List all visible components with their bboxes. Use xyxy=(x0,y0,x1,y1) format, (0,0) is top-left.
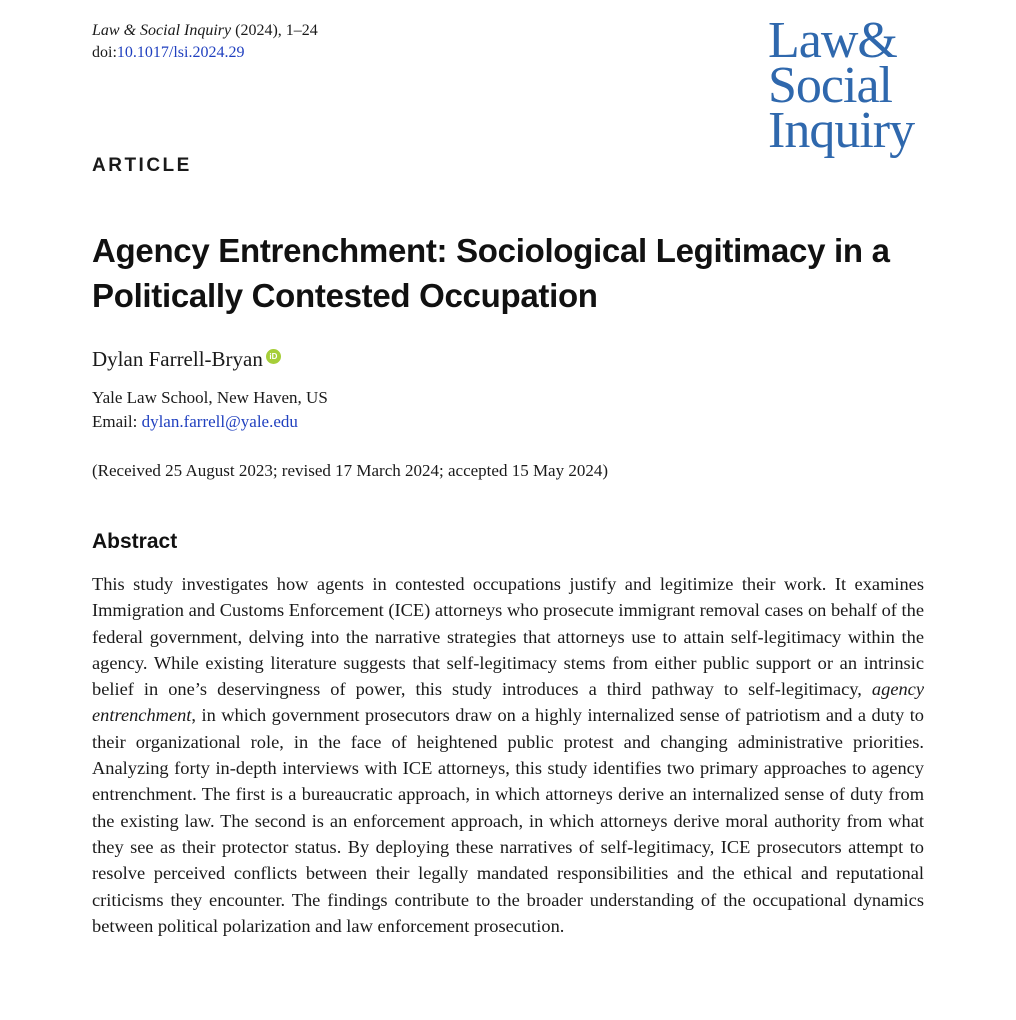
orcid-icon[interactable]: iD xyxy=(266,349,281,364)
author-line xyxy=(92,346,281,372)
abstract-emphasis: agency entrenchment xyxy=(92,679,924,726)
doi-line xyxy=(92,42,244,64)
logo-line-2: Social xyxy=(768,57,892,114)
author-name: Dylan Farrell-Bryan xyxy=(92,347,263,371)
logo-line-1: Law& xyxy=(768,12,897,69)
logo-line-3: Inquiry xyxy=(768,102,915,159)
abstract-text-part-1: This study investigates how agents in contested occupations justify and legitimize their work. It examines Immigration and Customs Enforcement (ICE) attorneys who prosecute immigrant removal cases on behalf of the federal government, delving into the narrative strategies that attorneys use to attain self-legitimacy within the agency. While existing literature suggests that self-legitimacy stems from either public support or an intrinsic belief in one’s deservingness of power, this study introduces a third pathway to self-legitimacy, xyxy=(92,574,924,700)
received-dates: (Received 25 August 2023; revised 17 March 2024; accepted 15 May 2024) xyxy=(92,461,609,480)
journal-citation xyxy=(92,20,318,42)
abstract-heading: Abstract xyxy=(92,530,178,553)
journal-meta: (2024), 1–24 xyxy=(231,22,318,39)
abstract-text-part-2: , in which government prosecutors draw on a highly internalized sense of patriotism and a duty to their organizational role, in the face of heightened public protest and changing administrative priorities. Analyzing forty in-depth interviews with ICE attorneys, this study identifies two primary approaches to agency entrenchment. The first is a bureaucratic approach, in which attorneys derive an internalized sense of duty from the existing law. The second is an enforcement approach, in which attorneys derive moral authority from what they see as their protector status. By deploying these narratives of self-legitimacy, ICE prosecutors attempt to resolve perceived conflicts between their legally mandated responsibilities and the ethical and reputational criticisms they encounter. The findings contribute to the broader understanding of the occupational dynamics between political polarization and law enforcement prosecution. xyxy=(92,705,924,936)
article-type-label: ARTICLE xyxy=(92,155,192,176)
journal-logo xyxy=(768,12,915,159)
email-label: Email: xyxy=(92,412,142,431)
doi-link[interactable]: 10.1017/lsi.2024.29 xyxy=(116,44,245,61)
article-title: Agency Entrenchment: Sociological Legitimacy in a Politically Contested Occupation xyxy=(92,232,890,314)
journal-name: Law & Social Inquiry xyxy=(92,22,232,39)
author-email xyxy=(92,411,298,433)
abstract-text xyxy=(92,571,924,939)
email-link[interactable]: dylan.farrell@yale.edu xyxy=(141,412,298,431)
doi-prefix: doi: xyxy=(92,44,117,61)
author-affiliation: Yale Law School, New Haven, US xyxy=(92,388,328,407)
